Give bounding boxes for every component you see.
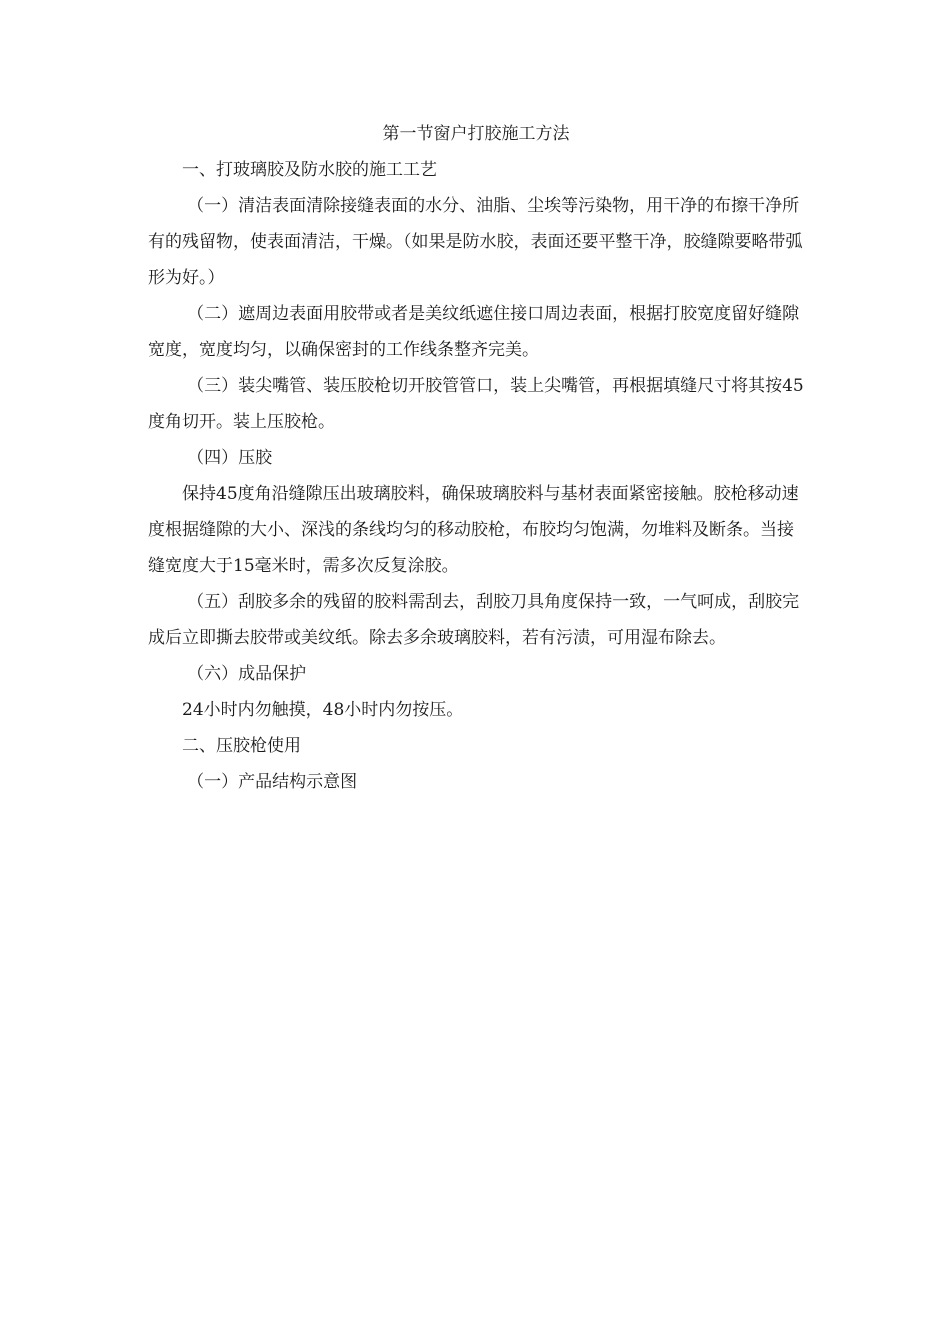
paragraph-8: 24小时内勿触摸，48小时内勿按压。 [182,700,464,720]
document-title: 第一节窗户打胶施工方法 [382,124,570,144]
paragraph-3: （三）装尖嘴管、装压胶枪切开胶管管口，装上尖嘴管，再根据填缝尺寸将其按45度角切开。装上压胶枪。 [148,376,804,432]
paragraph-2: （二）遮周边表面用胶带或者是美纹纸遮住接口周边表面，根据打胶宽度留好缝隙宽度，宽度均匀，以确保密封的工作线条整齐完美。 [148,304,800,360]
subsection-heading: （一）产品结构示意图 [187,772,358,792]
section-heading-2: 二、压胶枪使用 [182,736,301,756]
paragraph-6: （五）刮胶多余的残留的胶料需刮去，刮胶刀具角度保持一致，一气呵成，刮胶完成后立即撕去胶带或美纹纸。除去多余玻璃胶料，若有污渍，可用湿布除去。 [148,592,800,648]
paragraph-5: 保持45度角沿缝隙压出玻璃胶料，确保玻璃胶料与基材表面紧密接触。胶枪移动速度根据缝隙的大小、深浅的条线均匀的移动胶枪，布胶均匀饱满，勿堆料及断条。当接缝宽度大于15毫米时，需多次反复涂胶。 [148,484,799,576]
document-body [148,116,804,800]
section-heading-1: 一、打玻璃胶及防水胶的施工工艺 [182,160,437,180]
paragraph-1: （一）清洁表面清除接缝表面的水分、油脂、尘埃等污染物，用干净的布擦干净所有的残留物，使表面清洁，干燥。（如果是防水胶，表面还要平整干净，胶缝隙要略带弧形为好。） [148,196,803,288]
paragraph-4: （四）压胶 [187,448,273,468]
paragraph-7: （六）成品保护 [187,664,307,684]
